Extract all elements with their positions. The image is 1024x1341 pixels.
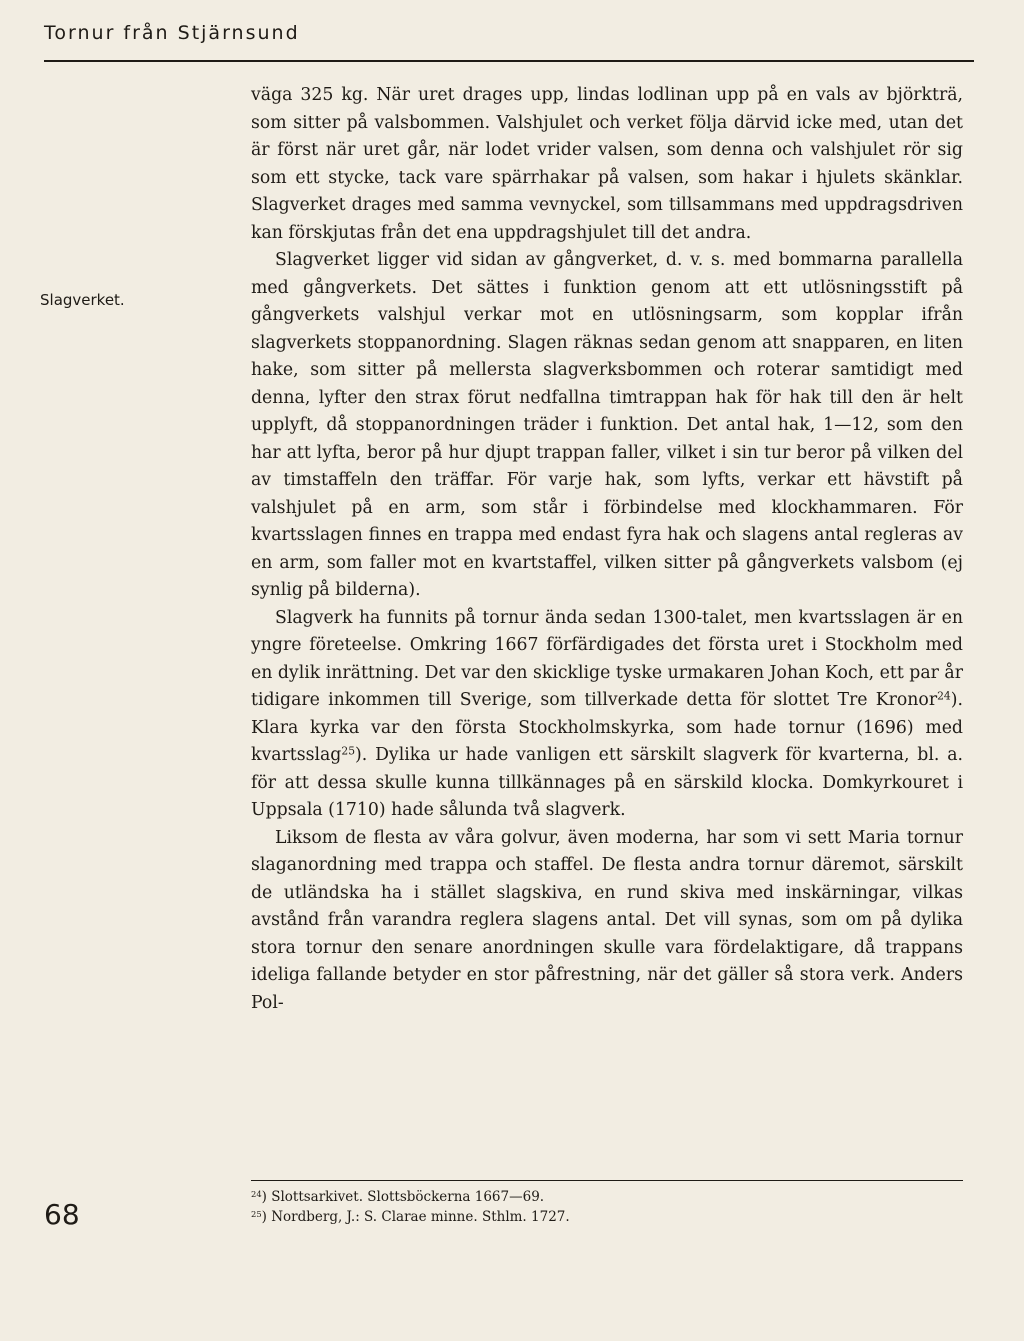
header-rule <box>44 60 974 62</box>
paragraph-2: Slagverket ligger vid sidan av gångverket, d. v. s. med bommarna parallella med gångverkets. Det sättes i funktion genom att ett utlösningsstift på gångverkets valshjul verkar mot en utlösningsarm, som kopplar ifrån slagverkets stoppanordning. Slagen räknas sedan genom att snapparen, en liten hake, som sitter på mellersta slagverksbommen och roterar samtidigt med denna, lyfter den strax förut nedfallna timtrappan hak för hak till den är helt upplyft, då stoppanordningen träder i funktion. Det antal hak, 1—12, som den har att lyfta, beror på hur djupt trappan faller, vilket i sin tur beror på vilken del av timstaffeln den träffar. För varje hak, som lyfts, verkar ett hävstift på valshjulet på en arm, som står i förbindelse med klockhammaren. För kvartsslagen finnes en trappa med endast fyra hak och slagens antal regleras av en arm, som faller mot en kvartstaffel, vilken sitter på gångverkets valsbom (ej synlig på bilderna). <box>251 250 963 600</box>
paragraph-3-part-3: ). Dylika ur hade vanligen ett särskilt slagverk för kvarterna, bl. a. för att dessa skulle kunna tillkännages på en särskild klocka. Domkyrkouret i Uppsala (1710) hade sålunda två slagverk. <box>251 745 963 820</box>
body-text <box>251 82 963 1017</box>
paragraph-3-part-2: ). Klara kyrka var den första Stockholmskyrka, som hade tornur (1696) med kvartsslag <box>251 690 963 765</box>
footnotes <box>251 1187 570 1227</box>
footnote-24 <box>251 1187 570 1207</box>
page-number: 68 <box>44 1198 80 1231</box>
paragraph-3-part-1: Slagverk ha funnits på tornur ända sedan 1300-talet, men kvartsslagen är en yngre företeelse. Omkring 1667 förfärdigades det första uret i Stockholm med en dylik inrättning. Det var den skicklige tyske urmakaren Johan Koch, ett par år tidigare inkommen till Sverige, som tillverkade detta för slottet Tre Kronor <box>251 607 963 710</box>
footnote-mark: 24 <box>251 1188 262 1199</box>
margin-note: Slagverket. <box>40 291 125 309</box>
footnote-ref-24: 24 <box>937 689 951 703</box>
paragraph-3 <box>251 605 963 825</box>
footnote-text: ) Slottsarkivet. Slottsböckerna 1667—69. <box>261 1189 545 1205</box>
paragraph-4: Liksom de flesta av våra golvur, även moderna, har som vi sett Maria tornur slaganordning med trappa och staffel. De flesta andra tornur däremot, särskilt de utländska ha i stället slagskiva, en rund skiva med inskärningar, vilkas avstånd från varandra reglera slagens antal. Det vill synas, som om på dylika stora tornur den senare anordningen skulle vara fördelaktigare, då trappans ideliga fallande betyder en stor påfrestning, när det gäller så stora verk. Anders Pol- <box>251 827 963 1013</box>
footnote-rule <box>251 1180 963 1181</box>
paragraph-1: väga 325 kg. När uret drages upp, lindas lodlinan upp på en vals av björkträ, som sitter på valsbommen. Valshjulet och verket följa därvid icke med, utan det är först när uret går, när lodet vrider valsen, som denna och valshjulet rör sig som ett stycke, tack vare spärrhakar på valsen, som hakar i hjulets skänklar. Slagverket drages med samma vevnyckel, som tillsammans med uppdragsdriven kan förskjutas från det ena uppdragshjulet till det andra. <box>251 85 963 243</box>
running-header: Tornur från Stjärnsund <box>44 22 300 44</box>
footnote-text: ) Nordberg, J.: S. Clarae minne. Sthlm. 1727. <box>261 1209 570 1225</box>
footnote-ref-25: 25 <box>341 744 356 758</box>
footnote-mark: 25 <box>251 1208 262 1219</box>
footnote-25 <box>251 1207 570 1227</box>
